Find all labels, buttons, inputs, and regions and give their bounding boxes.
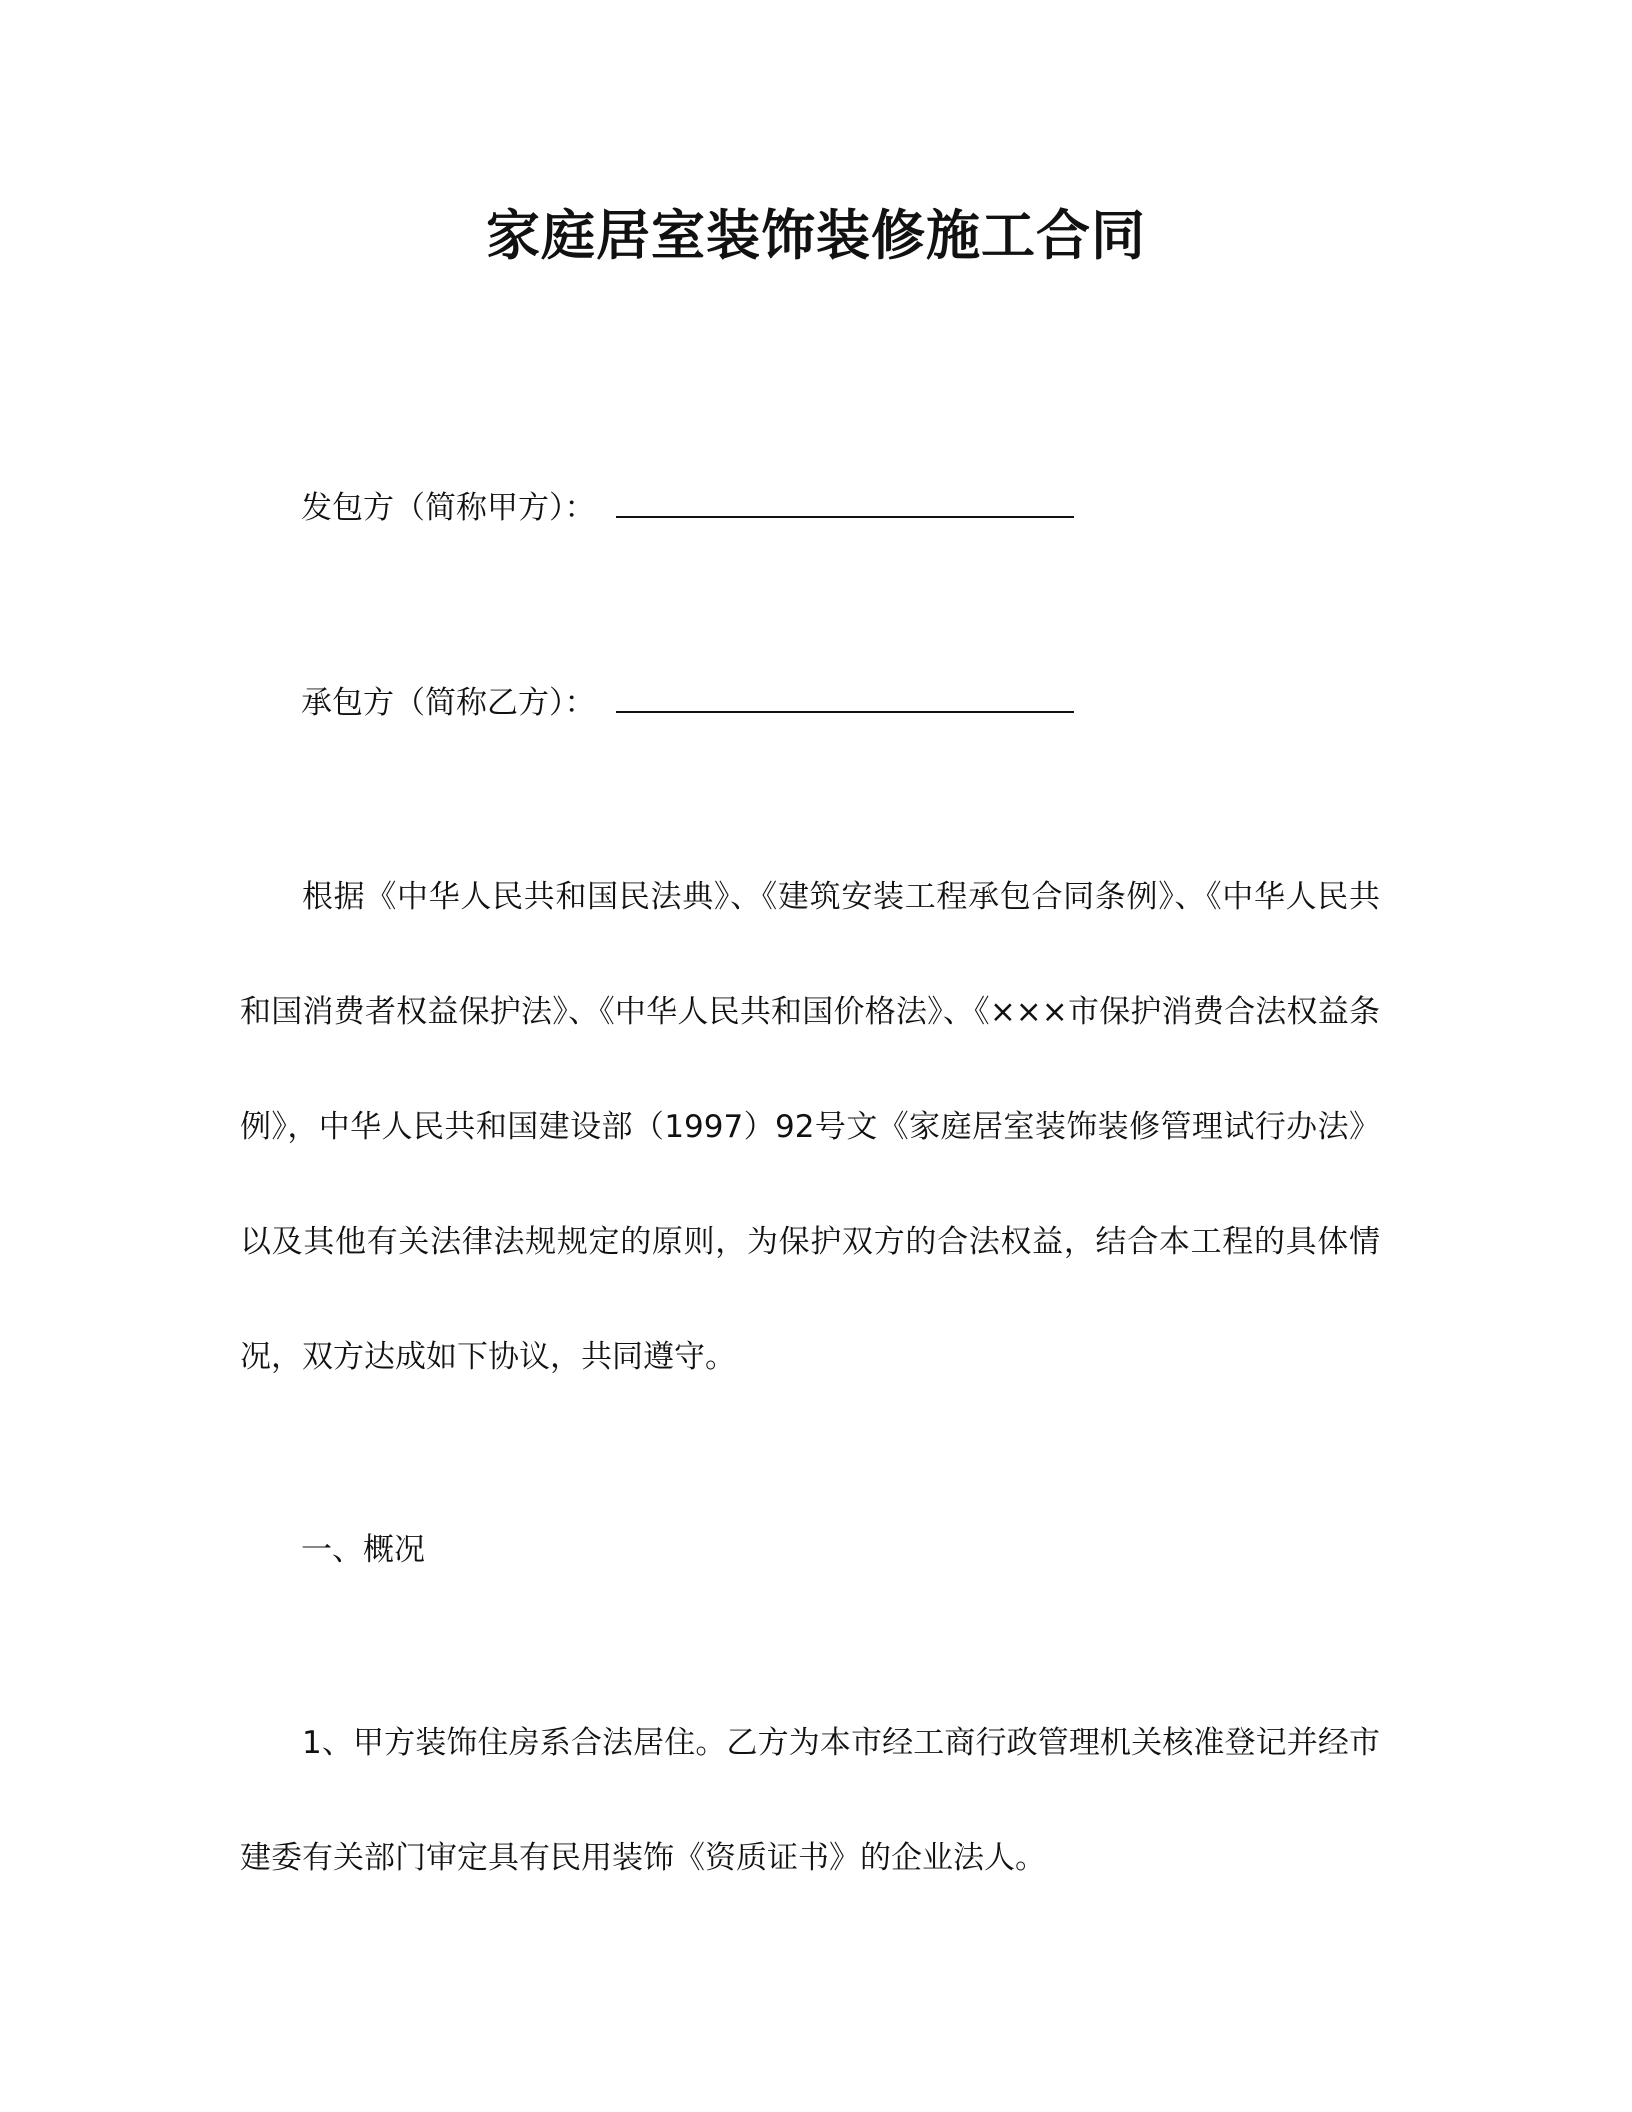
party-b-label: 承包方（简称乙方）： [301,685,596,721]
party-a-label: 发包方（简称甲方）： [301,490,596,526]
party-b-blank-line [616,681,1074,713]
document-title: 家庭居室装饰装修施工合同 [486,204,1146,267]
clause-1-paragraph: 1、甲方装饰住房系合法居住。乙方为本市经工商行政管理机关核准登记并经市建委有关部门审定具有民用装饰《资质证书》的企业法人。 [240,1725,1380,1876]
section-heading-overview: 一、概况 [301,1532,425,1568]
party-b-field [301,681,1074,725]
preamble-paragraph: 根据《中华人民共和国民法典》、《建筑安装工程承包合同条例》、《中华人民共和国消费者权益保护法》、《中华人民共和国价格法》、《×××市保护消费合法权益条例》，中华人民共和国建设部（1997）92号文《家庭居室装饰装修管理试行办法》以及其他有关法律法规规定的原则，为保护双方的合法权益，结合本工程的具体情况，双方达成如下协议，共同遵守。 [240,879,1380,1375]
party-a-field [301,486,1074,530]
party-a-blank-line [616,486,1074,518]
